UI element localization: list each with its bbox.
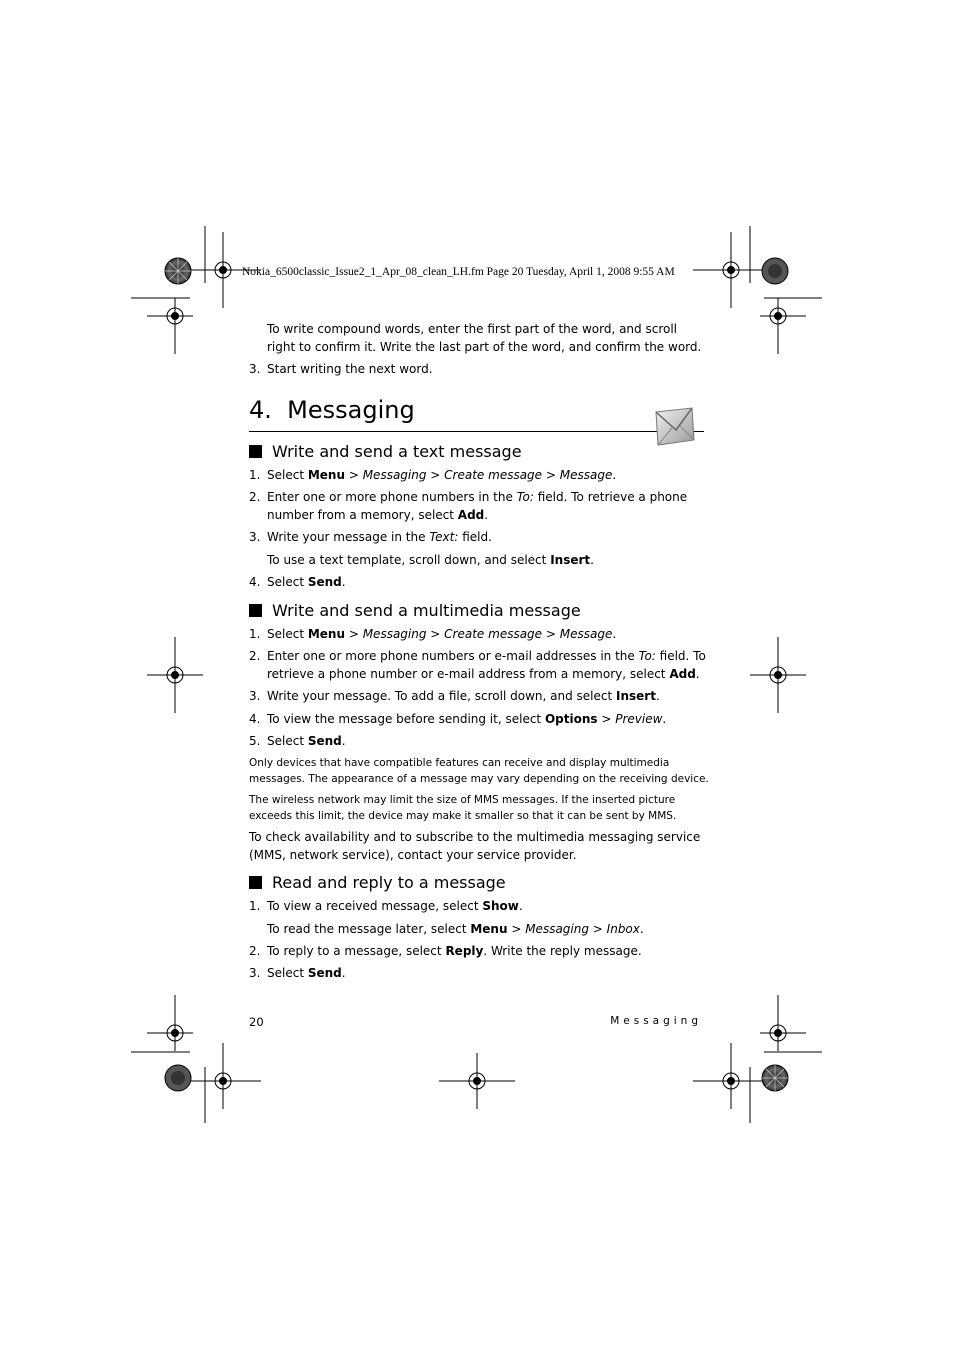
mms-availability-paragraph: To check availability and to subscribe to the multimedia messaging service (MMS, network service), contact your service provider. (249, 830, 701, 862)
registration-mark (693, 1043, 769, 1109)
starburst-target (762, 258, 788, 284)
square-bullet-icon (249, 876, 262, 889)
step-text: Enter one or more phone numbers in the To: field. To retrieve a phone number from a memory, select Add. (267, 490, 688, 522)
step-text: Select Menu > Messaging > Create message > Message. (267, 627, 617, 641)
step-text: To view the message before sending it, select Options > Preview. (267, 712, 667, 726)
section-heading-text-message: Write and send a text message (249, 442, 522, 461)
step-number: 3. (249, 362, 261, 376)
print-header: Nokia_6500classic_Issue2_1_Apr_08_clean_LH.fm Page 20 Tuesday, April 1, 2008 9:55 AM (242, 266, 675, 278)
step-number: 2. (249, 944, 261, 958)
registration-mark (693, 232, 769, 308)
compound-words-paragraph: To write compound words, enter the first part of the word, and scroll right to confirm it. Write the last part of the word, and confirm the word. (267, 322, 702, 354)
step-number: 1. (249, 468, 261, 482)
step-number: 4. (249, 575, 261, 589)
step-text: Select Send. (267, 734, 346, 748)
chapter-title (249, 396, 415, 424)
step-number: 3. (249, 966, 261, 980)
registration-mark (147, 298, 193, 354)
step-text: Enter one or more phone numbers or e-mail addresses in the To: field. To retrieve a phone number or e-mail address from a memory, select Add. (267, 649, 706, 681)
step-number: 1. (249, 899, 261, 913)
registration-mark (147, 637, 203, 713)
mms-note-compatibility: Only devices that have compatible features can receive and display multimedia messages. The appearance of a message may vary depending on the receiving device. (249, 757, 709, 785)
step-number: 2. (249, 649, 261, 663)
step-text: Write your message. To add a file, scroll down, and select Insert. (267, 689, 660, 703)
step-text: To view a received message, select Show. (267, 899, 523, 913)
mms-note-size-limit: The wireless network may limit the size of MMS messages. If the inserted picture exceeds this limit, the device may make it smaller so that it can be sent by MMS. (249, 794, 677, 822)
step-number: 1. (249, 627, 261, 641)
starburst-target (165, 1065, 191, 1091)
registration-mark (760, 995, 806, 1051)
section-heading-multimedia-message: Write and send a multimedia message (249, 601, 581, 620)
registration-mark (760, 298, 806, 354)
registration-mark (439, 1053, 515, 1109)
registration-mark (185, 1043, 261, 1109)
step-text: Select Send. (267, 575, 346, 589)
step-text: Write your message in the Text: field. (267, 530, 492, 544)
chapter-rule (249, 431, 704, 432)
step-text: Start writing the next word. (267, 362, 433, 376)
step-number: 2. (249, 490, 261, 504)
registration-mark (750, 637, 806, 713)
section-heading-read-reply: Read and reply to a message (249, 873, 506, 892)
step-number: 3. (249, 530, 261, 544)
chapter-number: 4. (249, 396, 272, 424)
step-text: To reply to a message, select Reply. Write the reply message. (267, 944, 642, 958)
step-number: 5. (249, 734, 261, 748)
envelope-icon (652, 404, 698, 450)
step-text: Select Menu > Messaging > Create message > Message. (267, 468, 617, 482)
page-number: 20 (249, 1015, 264, 1029)
square-bullet-icon (249, 604, 262, 617)
step-text: Select Send. (267, 966, 346, 980)
step-number: 3. (249, 689, 261, 703)
step-number: 4. (249, 712, 261, 726)
starburst-target (165, 258, 191, 284)
read-later-tip: To read the message later, select Menu > Messaging > Inbox. (267, 922, 644, 936)
starburst-target (762, 1065, 788, 1091)
registration-mark (147, 995, 193, 1051)
running-footer-section: Messaging (610, 1015, 702, 1027)
chapter-name: Messaging (287, 396, 415, 424)
template-tip: To use a text template, scroll down, and select Insert. (267, 553, 594, 567)
square-bullet-icon (249, 445, 262, 458)
